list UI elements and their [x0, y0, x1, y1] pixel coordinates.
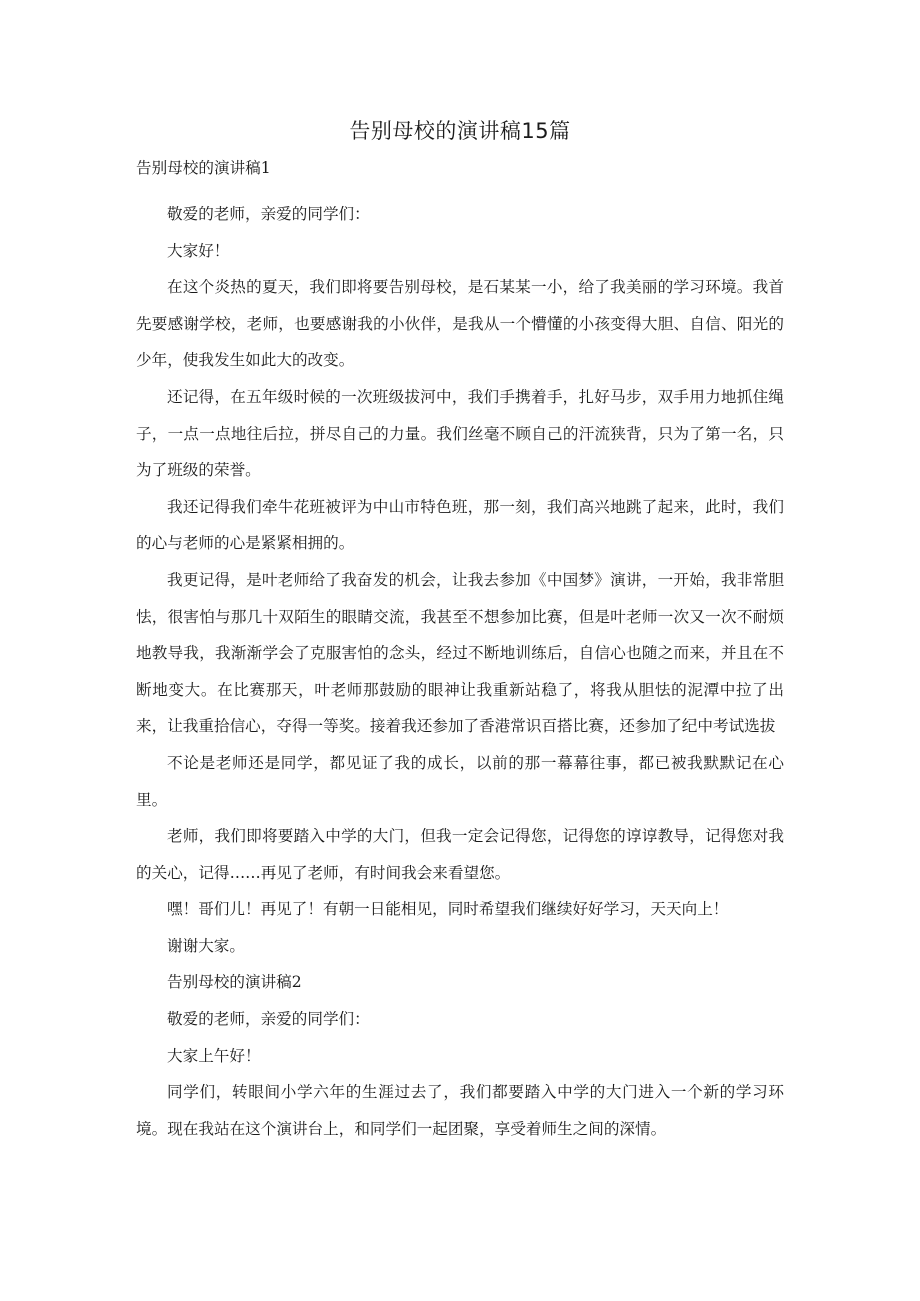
- closing-1: 谢谢大家。: [167, 936, 245, 955]
- salutation-1: 敬爱的老师，亲爱的同学们：: [167, 205, 370, 223]
- paragraph: 还记得，在五年级时候的一次班级拔河中，我们手携着手，扎好马步，双手用力地抓住绳子，一点一点地往后拉，拼尽自己的力量。我们丝毫不顾自己的汗流狭背，只为了第一名，只为了班级的荣誉。: [136, 387, 784, 480]
- paragraph: 老师，我们即将要踏入中学的大门，但我一定会记得您，记得您的谆谆教导，记得您对我的关心，记得……再见了老师，有时间我会来看望您。: [136, 827, 784, 882]
- section-heading-2: 告别母校的演讲稿2: [167, 973, 302, 992]
- paragraph: 不论是老师还是同学，都见证了我的成长，以前的那一幕幕往事，都已被我默默记在心里。: [136, 753, 784, 809]
- section-heading-1: 告别母校的演讲稿1: [136, 159, 271, 177]
- document-title: 告别母校的演讲稿15篇: [349, 119, 571, 143]
- salutation-2: 敬爱的老师，亲爱的同学们：: [167, 1010, 370, 1029]
- document-body: [136, 158, 784, 1147]
- paragraph: 嘿！哥们儿！再见了！有朝一日能相见，同时希望我们继续好好学习，天天向上！: [167, 900, 729, 919]
- greeting-2: 大家上午好！: [167, 1046, 261, 1065]
- paragraph: 我更记得，是叶老师给了我奋发的机会，让我去参加《中国梦》演讲，一开始，我非常胆怯，很害怕与那几十双陌生的眼睛交流，我甚至不想参加比赛，但是叶老师一次又一次不耐烦地教导我，我渐渐学会了克服害怕的念头，经过不断地训练后，自信心也随之而来，并且在不断地变大。在比赛那天，叶老师那鼓励的眼神让我重新站稳了，将我从胆怯的泥潭中拉了出来，让我重拾信心，夺得一等奖。接着我还参加了香港常识百搭比赛，还参加了纪中考试选拔: [136, 570, 784, 736]
- paragraph: 在这个炎热的夏天，我们即将要告别母校，是石某某一小，给了我美丽的学习环境。我首先要感谢学校，老师，也要感谢我的小伙伴，是我从一个懵懂的小孩变得大胆、自信、阳光的少年，使我发生如此大的改变。: [136, 278, 784, 370]
- paragraph: 我还记得我们牵牛花班被评为中山市特色班，那一刻，我们高兴地跳了起来，此时，我们的心与老师的心是紧紧相拥的。: [136, 497, 784, 553]
- greeting-1: 大家好！: [167, 241, 230, 260]
- paragraph: 同学们，转眼间小学六年的生涯过去了，我们都要踏入中学的大门进入一个新的学习环境。现在我站在这个演讲台上，和同学们一起团聚，享受着师生之间的深情。: [136, 1083, 784, 1138]
